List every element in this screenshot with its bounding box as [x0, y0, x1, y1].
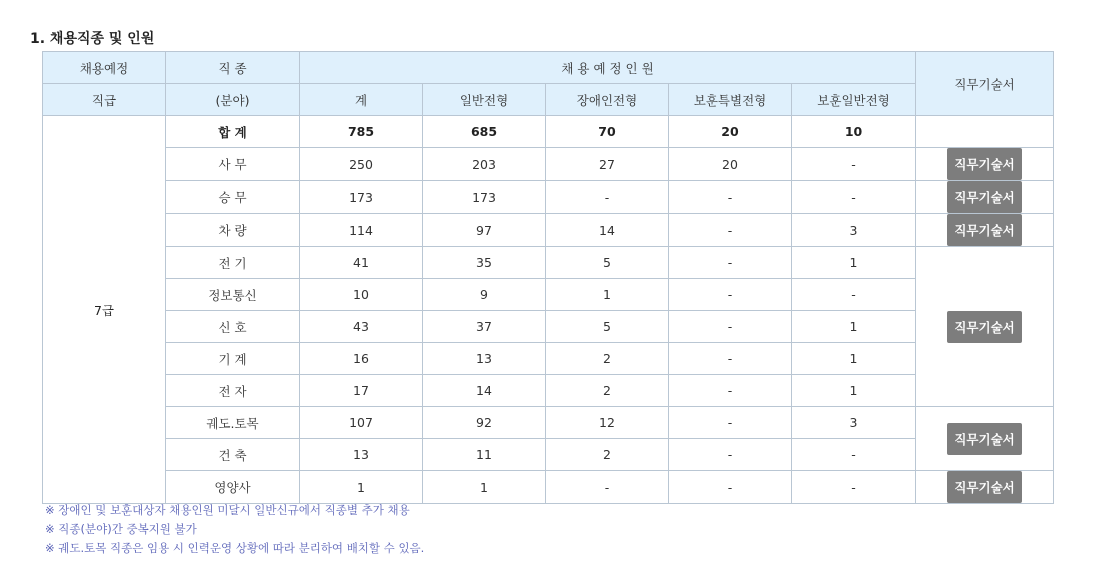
recruitment-table: [42, 51, 1054, 504]
field-cell: 승 무: [166, 181, 300, 214]
value-cell: 2: [546, 375, 669, 407]
value-cell: 14: [423, 375, 546, 407]
table-row: [43, 471, 1054, 504]
value-cell: -: [669, 279, 792, 311]
value-cell: 3: [792, 214, 916, 247]
job-description-button-dietitian[interactable]: 직무기술서: [947, 471, 1021, 503]
value-cell: 173: [300, 181, 423, 214]
value-cell: -: [792, 181, 916, 214]
value-cell: 685: [423, 116, 546, 148]
value-cell: -: [546, 471, 669, 504]
value-cell: 20: [669, 148, 792, 181]
value-cell: -: [792, 471, 916, 504]
header-grade-line2: 직급: [43, 84, 166, 116]
doc-cell: [916, 471, 1054, 504]
value-cell: 1: [792, 247, 916, 279]
value-cell: 14: [546, 214, 669, 247]
header-planned: 채 용 예 정 인 원: [300, 52, 916, 84]
value-cell: 1: [546, 279, 669, 311]
value-cell: 1: [300, 471, 423, 504]
value-cell: 41: [300, 247, 423, 279]
job-description-button-technical[interactable]: 직무기술서: [947, 311, 1021, 343]
value-cell: 9: [423, 279, 546, 311]
value-cell: 27: [546, 148, 669, 181]
doc-cell: [916, 181, 1054, 214]
field-cell: 신 호: [166, 311, 300, 343]
value-cell: -: [669, 407, 792, 439]
job-description-button-crew[interactable]: 직무기술서: [947, 181, 1021, 213]
value-cell: 37: [423, 311, 546, 343]
table-row: [43, 407, 1054, 439]
value-cell: 1: [423, 471, 546, 504]
value-cell: 11: [423, 439, 546, 471]
value-cell: -: [792, 148, 916, 181]
header-field-line2: (분야): [166, 84, 300, 116]
field-cell: 궤도.토목: [166, 407, 300, 439]
field-cell: 사 무: [166, 148, 300, 181]
doc-cell: [916, 407, 1054, 471]
table-row-total: [43, 116, 1054, 148]
doc-cell: [916, 247, 1054, 407]
table-row: [43, 375, 1054, 407]
value-cell: 97: [423, 214, 546, 247]
value-cell: 785: [300, 116, 423, 148]
value-cell: 107: [300, 407, 423, 439]
grade-cell: 7급: [43, 116, 166, 504]
value-cell: 2: [546, 439, 669, 471]
header-veteran-special: 보훈특별전형: [669, 84, 792, 116]
field-cell: 기 계: [166, 343, 300, 375]
value-cell: 203: [423, 148, 546, 181]
value-cell: 10: [792, 116, 916, 148]
value-cell: -: [669, 247, 792, 279]
footnotes: [45, 501, 424, 558]
value-cell: -: [669, 375, 792, 407]
value-cell: -: [792, 439, 916, 471]
header-disabled: 장애인전형: [546, 84, 669, 116]
value-cell: -: [792, 279, 916, 311]
value-cell: 17: [300, 375, 423, 407]
value-cell: 5: [546, 247, 669, 279]
table-row: [43, 181, 1054, 214]
doc-cell-empty: [916, 116, 1054, 148]
header-general: 일반전형: [423, 84, 546, 116]
value-cell: 92: [423, 407, 546, 439]
value-cell: 1: [792, 311, 916, 343]
value-cell: -: [669, 471, 792, 504]
header-veteran-general: 보훈일반전형: [792, 84, 916, 116]
value-cell: 5: [546, 311, 669, 343]
value-cell: 173: [423, 181, 546, 214]
value-cell: 13: [300, 439, 423, 471]
value-cell: -: [546, 181, 669, 214]
value-cell: 10: [300, 279, 423, 311]
value-cell: 43: [300, 311, 423, 343]
header-field-line1: 직 종: [166, 52, 300, 84]
field-cell: 정보통신: [166, 279, 300, 311]
value-cell: 13: [423, 343, 546, 375]
doc-cell: [916, 214, 1054, 247]
value-cell: 70: [546, 116, 669, 148]
value-cell: 1: [792, 343, 916, 375]
job-description-button-vehicle[interactable]: 직무기술서: [947, 214, 1021, 246]
value-cell: 20: [669, 116, 792, 148]
value-cell: -: [669, 181, 792, 214]
field-cell: 영양사: [166, 471, 300, 504]
header-grade-line1: 채용예정: [43, 52, 166, 84]
doc-cell: [916, 148, 1054, 181]
value-cell: 1: [792, 375, 916, 407]
field-cell: 전 자: [166, 375, 300, 407]
value-cell: 12: [546, 407, 669, 439]
value-cell: 2: [546, 343, 669, 375]
section-title: 1. 채용직종 및 인원: [30, 31, 155, 47]
table-row: [43, 247, 1054, 279]
table-row: [43, 214, 1054, 247]
field-cell: 차 량: [166, 214, 300, 247]
value-cell: 16: [300, 343, 423, 375]
value-cell: -: [669, 214, 792, 247]
table-row: [43, 311, 1054, 343]
job-description-button-office[interactable]: 직무기술서: [947, 148, 1021, 180]
footnote: ※ 장애인 및 보훈대상자 채용인원 미달시 일반신규에서 직종별 추가 채용: [45, 503, 410, 517]
header-total: 계: [300, 84, 423, 116]
footnote: ※ 직종(분야)간 중복지원 불가: [45, 522, 197, 536]
header-doc: 직무기술서: [916, 52, 1054, 116]
value-cell: 250: [300, 148, 423, 181]
value-cell: 3: [792, 407, 916, 439]
table-row: [43, 343, 1054, 375]
value-cell: 35: [423, 247, 546, 279]
footnote: ※ 궤도.토목 직종은 임용 시 인력운영 상황에 따라 분리하여 배치할 수 있음.: [45, 541, 425, 555]
table-row: [43, 148, 1054, 181]
job-description-button-track-civil[interactable]: 직무기술서: [947, 423, 1021, 455]
field-cell: 전 기: [166, 247, 300, 279]
value-cell: -: [669, 439, 792, 471]
table-row: [43, 439, 1054, 471]
field-cell: 건 축: [166, 439, 300, 471]
value-cell: -: [669, 343, 792, 375]
table-row: [43, 279, 1054, 311]
field-cell: 합 계: [166, 116, 300, 148]
value-cell: -: [669, 311, 792, 343]
value-cell: 114: [300, 214, 423, 247]
